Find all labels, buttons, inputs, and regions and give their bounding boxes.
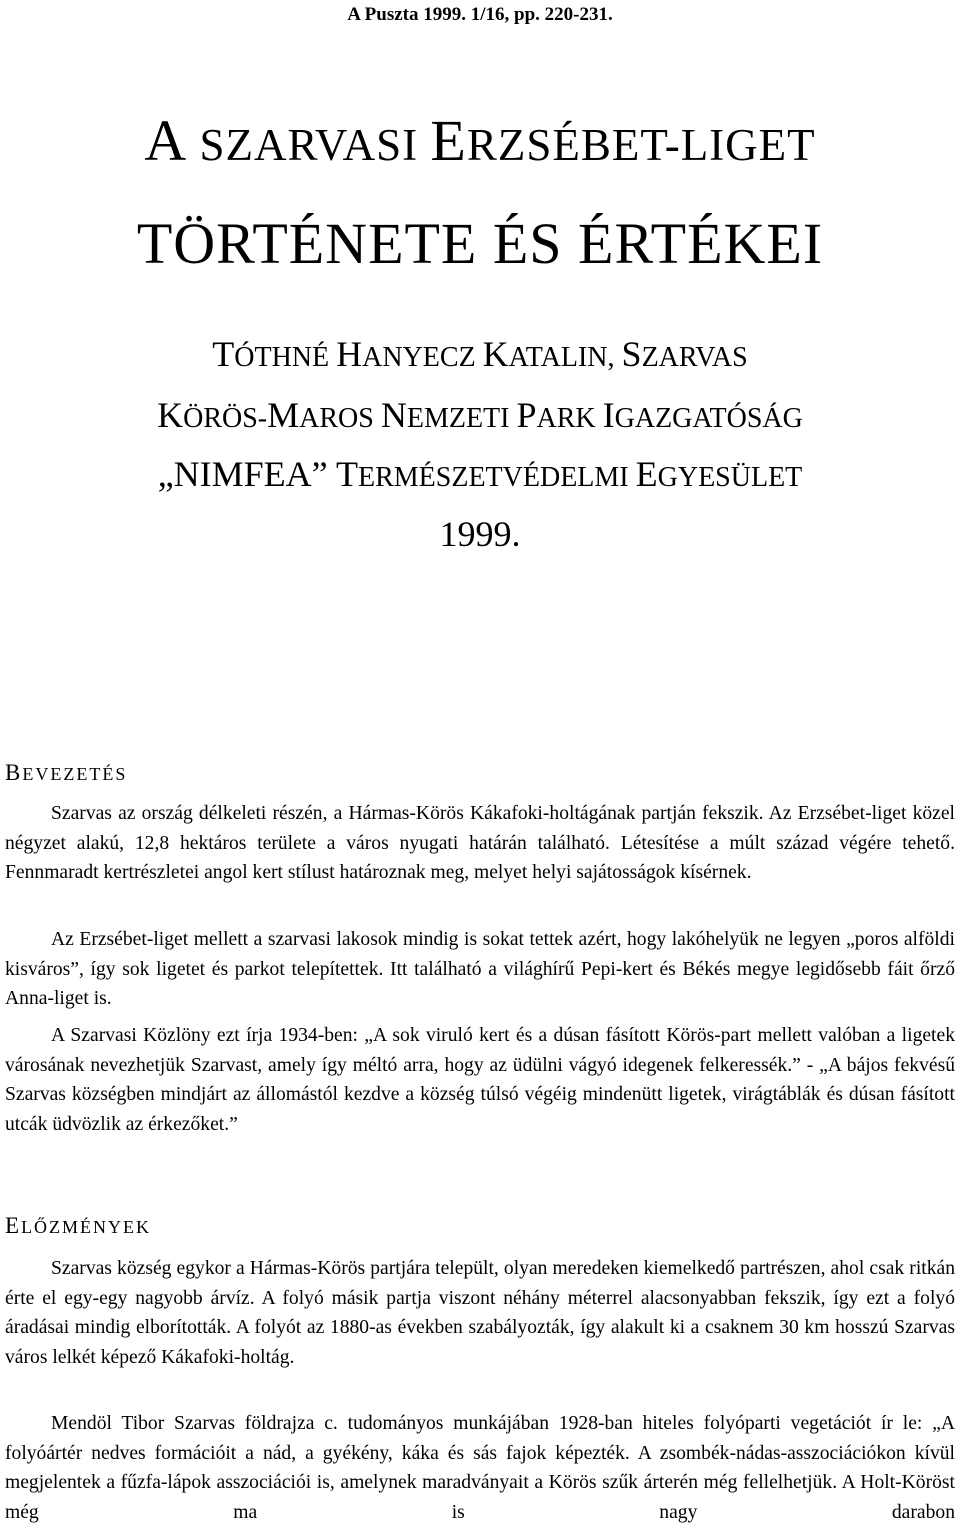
running-head: A Puszta 1999. 1/16, pp. 220-231. xyxy=(347,4,613,25)
affiliation-initial: K xyxy=(157,395,184,435)
title-line-1 xyxy=(5,108,955,173)
paragraph: A Szarvasi Közlöny ezt írja 1934-ben: „A sok viruló kert és a dúsan fásított Körös-part mellett valóban a ligetek városának nevezhetjük Szarvast, amely így méltó arra, hogy az üdülni vágyó idegenek felkeressék.” - „A bájos fekvésű Szarvas községben mindjárt az állomástól kezdve a község túlsó végéig mindenütt ligetek, virágtáblák és dúsan fásított utcák üdvözlik az érkezőket.” xyxy=(5,1025,955,1135)
author-smallcaps: ATALIN, xyxy=(508,342,622,373)
section-heading xyxy=(5,1213,151,1239)
title-line-2: TÖRTÉNETE ÉS ÉRTÉKEI xyxy=(136,211,824,276)
affiliation-line xyxy=(5,456,955,492)
author-initial: S xyxy=(621,334,642,374)
affiliation-smallcaps: GAZGATÓSÁG xyxy=(614,403,803,434)
affiliation-smallcaps: AROS xyxy=(299,403,381,434)
paragraph: Az Erzsébet-liget mellett a szarvasi lakosok mindig is sokat tettek azért, hogy lakóhelyük ne legyen „poros alföldi kisváros”, így sok ligetet és parkot telepítettek. Itt található a világhírű Pepi-kert és Békés megye legidősebb fáit őrző Anna-liget is. xyxy=(5,929,955,1010)
affiliation-initial: P xyxy=(516,395,537,435)
author-smallcaps: ANYECZ xyxy=(362,342,483,373)
heading-smallcaps: EVEZETÉS xyxy=(22,764,128,784)
title-smallcaps: SZARVASI xyxy=(187,120,431,170)
author-initial: T xyxy=(212,334,235,374)
affiliation-initial: M xyxy=(267,395,300,435)
author-initial: H xyxy=(336,334,363,374)
author-smallcaps: ÓTHNÉ xyxy=(234,342,337,373)
paragraph: Mendöl Tibor Szarvas földrajza c. tudományos munkájában 1928-ban hiteles folyóparti vegetációt ír le: „A folyóártér nedves formációit a nád, a gyékény, káka és sás fajok képezték. A zsombék-nádas-asszociációkon kívül megjelentek a fűzfa-lápok asszociációi is, amelynek maradványait a Körös szűk árterén még fellelhetjük. A Holt-Köröst még ma is nagy darabon xyxy=(5,1413,955,1523)
publication-year: 1999. xyxy=(439,514,521,554)
paragraph: Szarvas az ország délkeleti részén, a Hármas-Körös Kákafoki-holtágának partján fekszik. Az Erzsébet-liget közel négyzet alakú, 12,8 hektáros területe a város nyugati határán található. Létesítése a múlt század végére tehető. Fennmaradt kertrészletei angol kert stílust határoznak meg, melyet helyi sajátosságok kísérnek. xyxy=(5,803,955,884)
affiliation-line xyxy=(5,397,955,433)
author-smallcaps: ZARVAS xyxy=(641,342,748,373)
affiliation-smallcaps: ARK xyxy=(536,403,603,434)
heading-initial: B xyxy=(5,760,23,785)
section-heading xyxy=(5,760,127,786)
heading-smallcaps: LŐZMÉNYEK xyxy=(21,1217,152,1237)
affiliation-smallcaps: ERMÉSZETVÉDELMI xyxy=(358,462,636,493)
paragraph: Szarvas község egykor a Hármas-Körös partjára települt, olyan meredeken kiemelkedő partrészen, ahol csak ritkán érte el egy-egy nagyobb árvíz. A folyó másik partja viszont néhány méterrel alacsonyabban fekszik, így ezt a folyó áradásai mindig elborították. A folyót az 1880-as években szabályozták, így alakult ki a csaknem 30 km hosszú Szarvas város lelkét képező Kákafoki-holtág. xyxy=(5,1258,955,1368)
title-smallcaps: RZSÉBET-LIGET xyxy=(466,120,816,170)
affiliation-initial: „NIMFEA” xyxy=(157,454,336,494)
affiliation-initial: E xyxy=(635,454,658,494)
affiliation-initial: T xyxy=(336,454,358,494)
affiliation-smallcaps: ÖRÖS- xyxy=(183,403,268,434)
affiliation-smallcaps: EMZETI xyxy=(406,403,517,434)
title-initial: A xyxy=(144,108,188,173)
author-initial: K xyxy=(482,334,509,374)
affiliation-initial: I xyxy=(602,395,615,435)
author-line xyxy=(5,336,955,372)
affiliation-smallcaps: GYESÜLET xyxy=(657,462,803,493)
title-initial: E xyxy=(430,108,467,173)
affiliation-initial: N xyxy=(380,395,407,435)
heading-initial: E xyxy=(5,1213,22,1238)
